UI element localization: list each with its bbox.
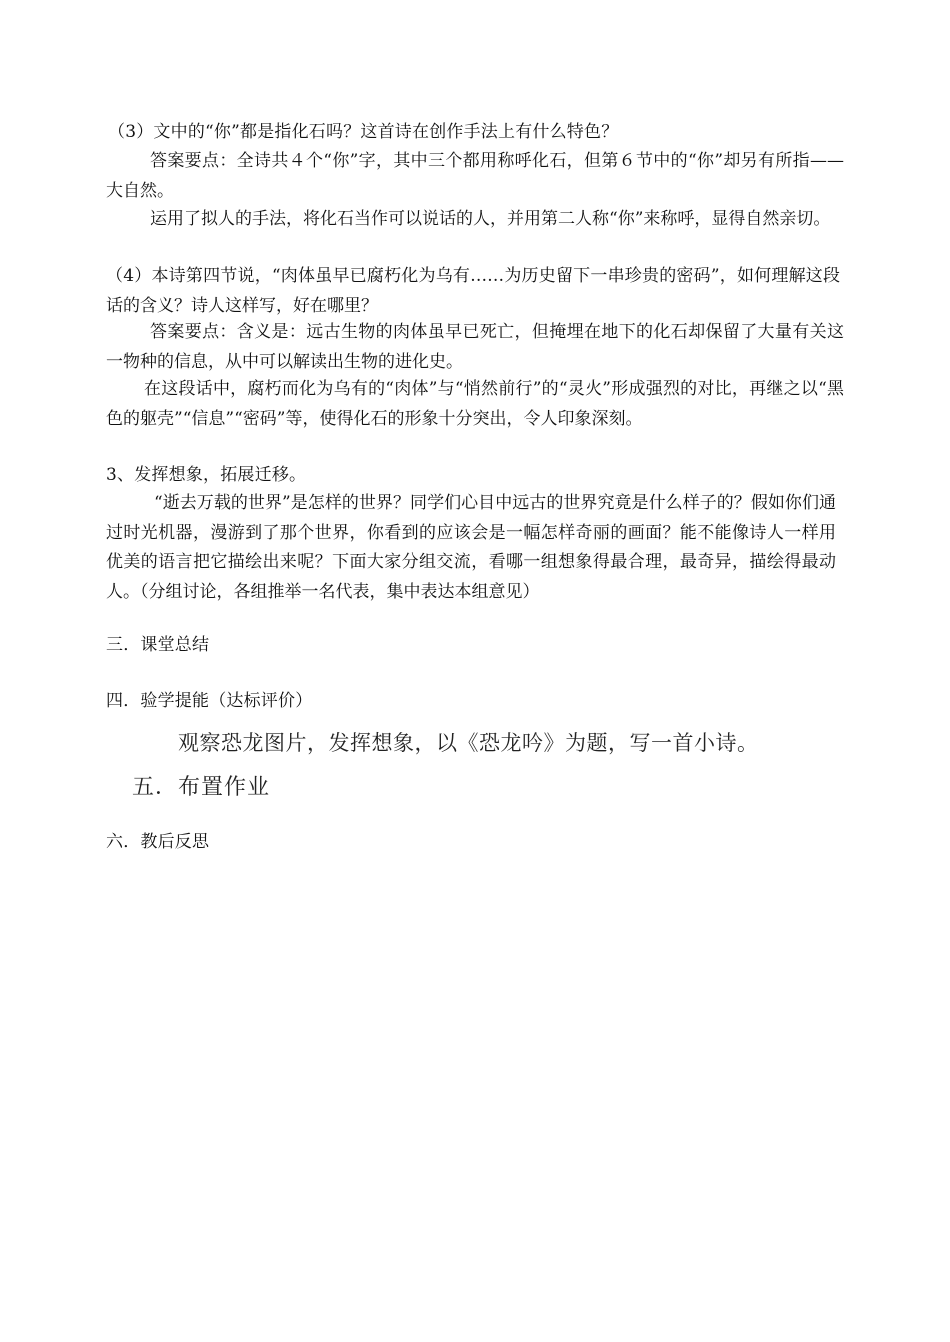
part5-heading: 五．布置作业	[132, 775, 271, 800]
section3-body: “逝去万载的世界”是怎样的世界？同学们心目中远古的世界究竟是什么样子的？假如你们通过时光机器，漫游到了那个世界，你看到的应该会是一幅怎样奇丽的画面？能不能像诗人一样用优美的语言把它描绘出来呢？下面大家分组交流，看哪一组想象得最合理，最奇异，描绘得最动人。（分组讨论，各组推举一名代表，集中表达本组意见）	[106, 493, 836, 602]
part4-heading: 四．验学提能（达标评价）	[106, 691, 313, 711]
section3-heading: 3、发挥想象，拓展迁移。	[106, 465, 307, 485]
part3-heading: 三．课堂总结	[106, 635, 210, 655]
q4-answer-2: 在这段话中，腐朽而化为乌有的“肉体”与“悄然前行”的“灵火”形成强烈的对比，再继之以“黑色的躯壳”“信息”“密码”等，使得化石的形象十分突出，令人印象深刻。	[106, 379, 844, 429]
q3-answer-1: 答案要点：全诗共４个“你”字，其中三个都用称呼化石，但第６节中的“你”却另有所指——大自然。	[106, 151, 844, 201]
q3-question: （3）文中的“你”都是指化石吗？这首诗在创作手法上有什么特色？	[108, 122, 619, 142]
q4-answer-1: 答案要点：含义是：远古生物的肉体虽早已死亡，但掩埋在地下的化石却保留了大量有关这一物种的信息，从中可以解读出生物的进化史。	[106, 322, 844, 372]
q3-answer-2: 运用了拟人的手法，将化石当作可以说话的人，并用第二人称“你”来称呼，显得自然亲切。	[150, 209, 831, 229]
q4-question: （4）本诗第四节说，“肉体虽早已腐朽化为乌有……为历史留下一串珍贵的密码”，如何理解这段话的含义？诗人这样写，好在哪里？	[106, 266, 840, 316]
part6-heading: 六．教后反思	[106, 832, 210, 852]
part4-task: 观察恐龙图片，发挥想象，以《恐龙吟》为题，写一首小诗。	[178, 731, 759, 755]
